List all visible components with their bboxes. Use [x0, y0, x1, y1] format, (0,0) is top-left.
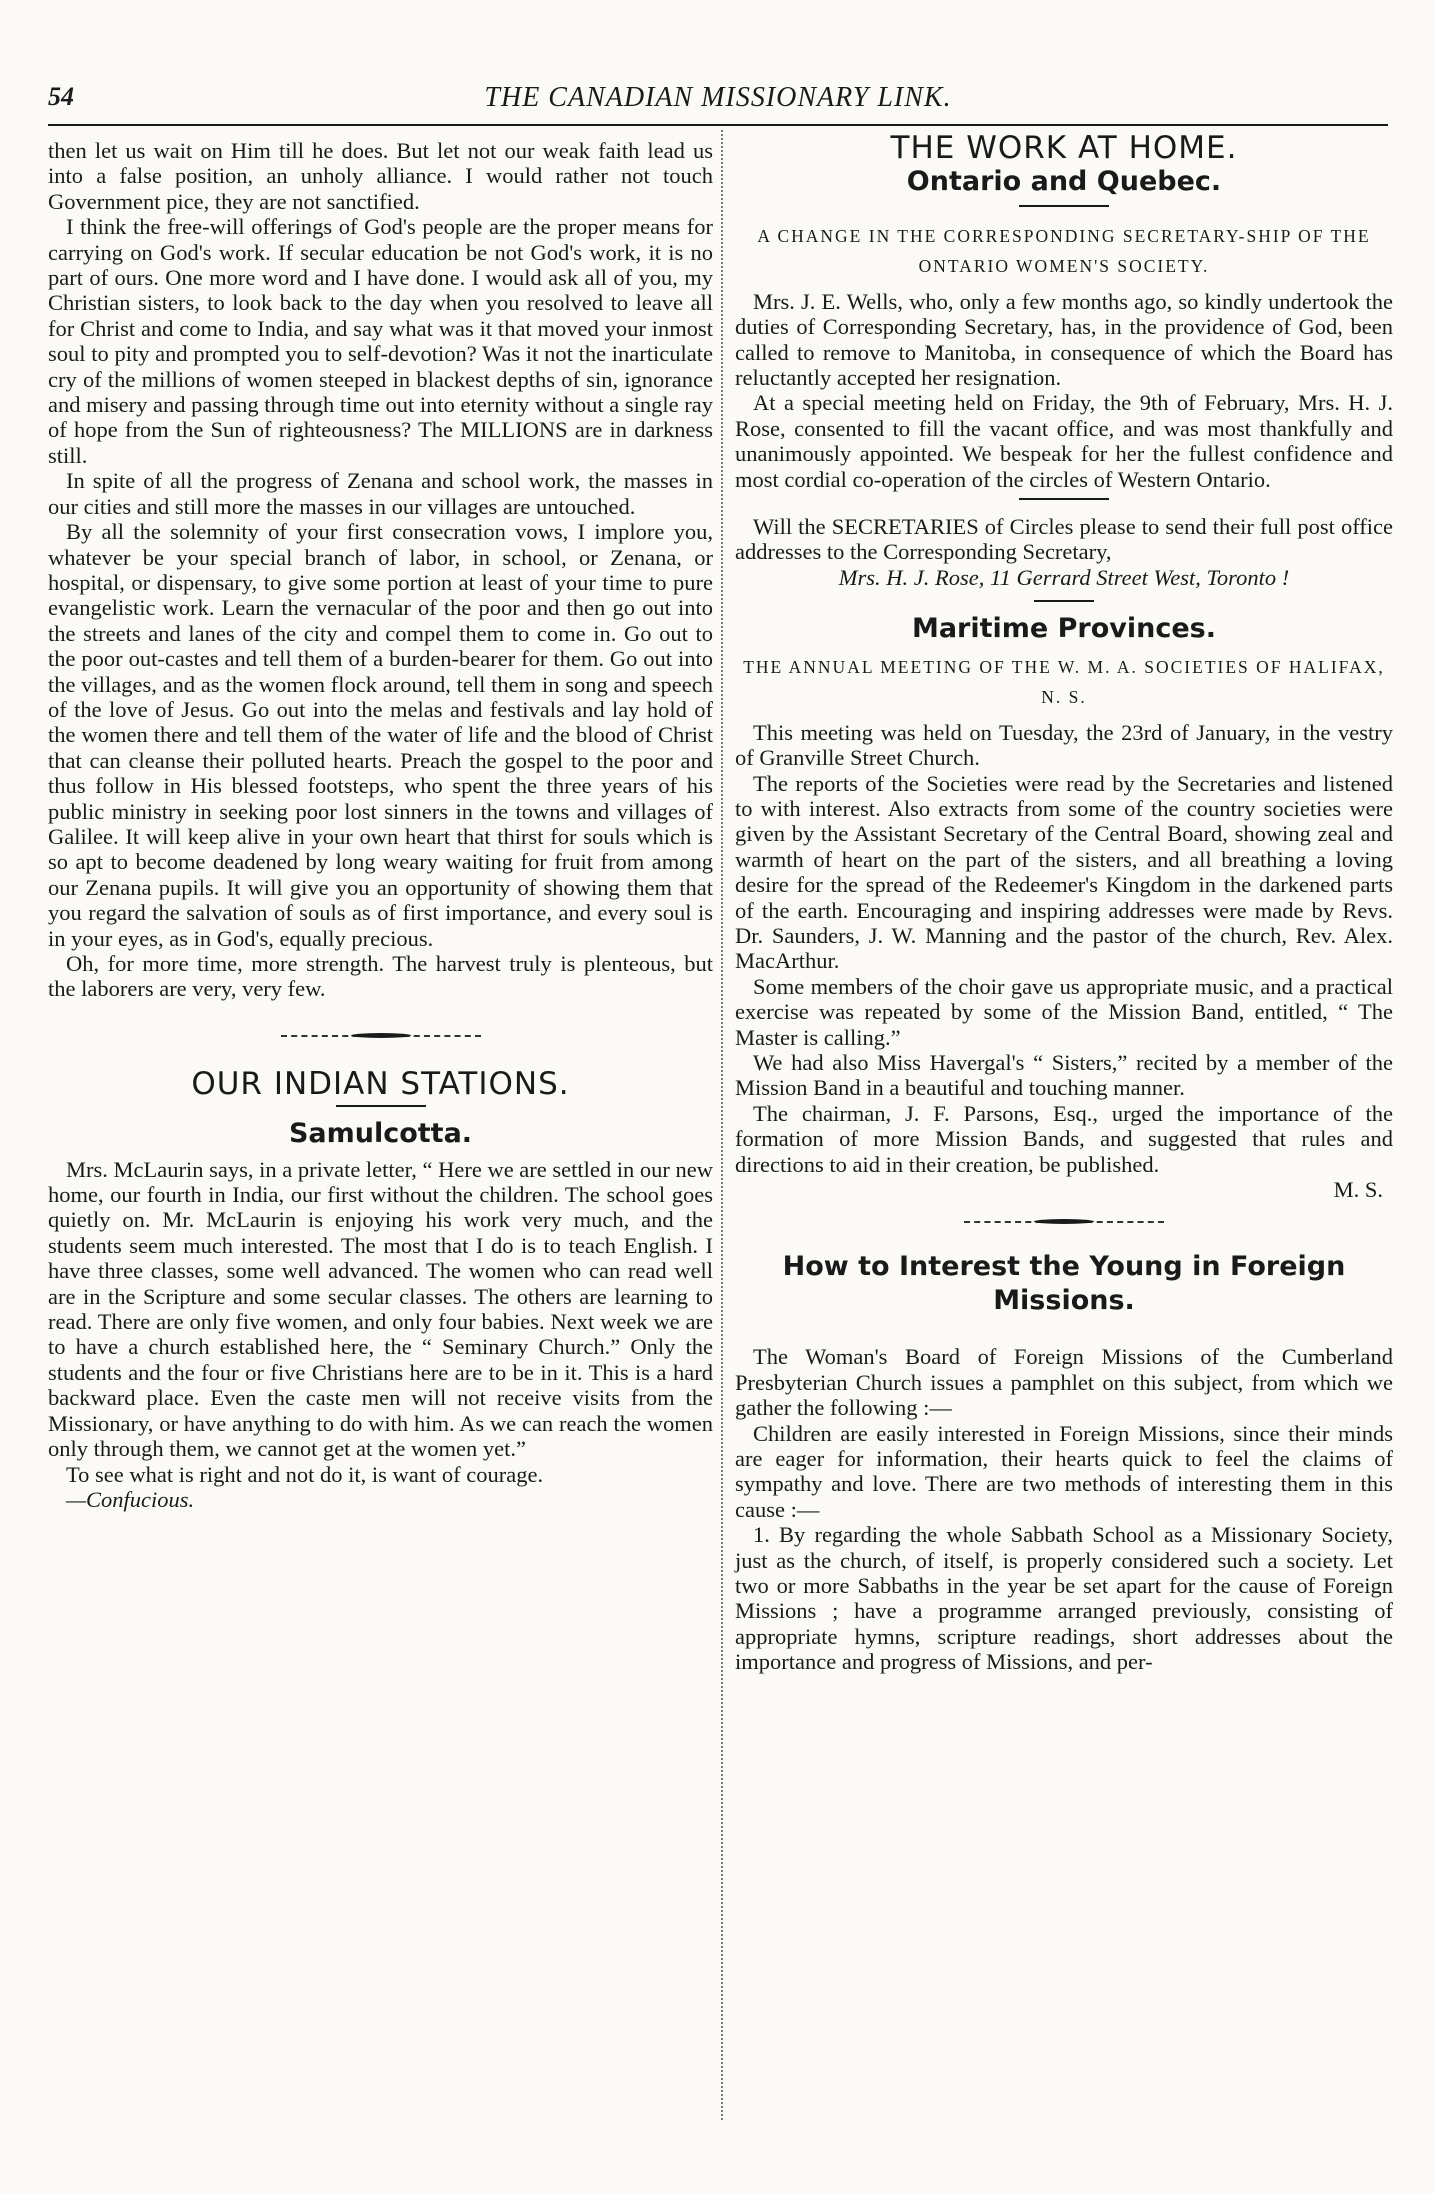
- page-number: 54: [48, 82, 74, 111]
- section-subheading-maritime: Maritime Provinces.: [911, 613, 1217, 645]
- article-paragraph: Children are easily interested in Foreign Missions, since their minds are eager for information, their hearts quick to feel the claims of sympathy and love. There are two methods of interesting them in this cause :—: [735, 1420, 1393, 1522]
- left-column: [48, 138, 713, 1512]
- article-paragraph: Mrs. McLaurin says, in a private letter, “ Here we are settled in our new home, our fourth in India, our first without the children. The school goes quietly on. Mr. McLaurin is enjoying his work very much, and the students seem much interested. The most that I do is to teach English. I have three classes, some well advanced. The women who can read well are in the Scripture and some secular classes. The others are learning to read. There are only five women, and only four babies. Next week we are to have a church established here, the “ Seminary Church.” Only the students and the four or five Christians here are to be in it. This is a hard backward place. Even the caste men will not receive visits from the Missionary, or have anything to do with him. As we can reach the women only through them, we cannot get at the women yet.”: [48, 1156, 713, 1462]
- short-rule: [1019, 205, 1109, 207]
- article-paragraph: The chairman, J. F. Parsons, Esq., urged the importance of the formation of more Mission Bands, and suggested that rules and directions to aid in their creation, be published.: [735, 1100, 1393, 1177]
- article-paragraph: Oh, for more time, more strength. The harvest truly is plenteous, but the laborers are very, very few.: [48, 951, 713, 1002]
- article-paragraph: Mrs. J. E. Wells, who, only a few months ago, so kindly undertook the duties of Corresponding Secretary, has, in the providence of God, been called to remove to Manitoba, in consequence of which the Board has reluctantly accepted her resignation.: [735, 288, 1393, 391]
- article-paragraph: I think the free-will offerings of God's people are the proper means for carrying on God's work. If secular education be not God's work, it is no part of ours. One more word and I have done. I would ask all of you, my Christian sisters, to look back to the day when you resolved to leave all for Christ and come to India, and say what was it that moved your inmost soul to pity and prompted you to self-devotion? Was it not the inarticulate cry of the millions of women steeped in blackest depths of sin, ignorance and misery and passing through time out into eternity without a single ray of hope from the Sun of righteousness? The MILLIONS are in darkness still.: [48, 214, 713, 468]
- notice-paragraph: Will the SECRETARIES of Circles please to send their full post office addresses to the Corresponding Secretary,: [735, 514, 1393, 565]
- subhead-caps: THE ANNUAL MEETING OF THE W. M. A. SOCIETIES OF HALIFAX, N. S.: [743, 656, 1385, 707]
- quote-attribution: —Confucious.: [66, 1486, 195, 1512]
- section-subheading-samulcotta: Samulcotta.: [288, 1118, 473, 1150]
- running-header: [48, 78, 1388, 122]
- ornamental-divider: [964, 1216, 1164, 1228]
- section-heading-interest-young: How to Interest the Young in Foreign Missions.: [782, 1251, 1346, 1317]
- section-heading-our-indian-stations: OUR INDIAN STATIONS.: [191, 1065, 570, 1102]
- article-paragraph: then let us wait on Him till he does. But let not our weak faith lead us into a false position, an unholy alliance. I would rather not touch Government pice, they are not sanctified.: [48, 138, 713, 214]
- header-rule: [48, 124, 1388, 126]
- short-rule: [1034, 600, 1094, 602]
- subhead-caps: A CHANGE IN THE CORRESPONDING SECRETARY-SHIP OF THE ONTARIO WOMEN'S SOCIETY.: [757, 225, 1371, 276]
- column-separator: [721, 130, 723, 2120]
- article-paragraph: The reports of the Societies were read by the Secretaries and listened to with interest. Also extracts from some of the country societies were given by the Assistant Secretary of the Central Board, showing zeal and warmth of heart on the part of the sisters, and all breathing a loving desire for the spread of the Redeemer's Kingdom in the darkened parts of the earth. Encouraging and inspiring addresses were made by Revs. Dr. Saunders, J. W. Manning and the pastor of the church, Rev. Alex. MacArthur.: [735, 770, 1393, 974]
- quote: To see what is right and not do it, is want of courage.: [66, 1461, 544, 1487]
- article-paragraph: We had also Miss Havergal's “ Sisters,” recited by a member of the Mission Band in a beautiful and touching manner.: [735, 1049, 1393, 1101]
- article-paragraph: 1. By regarding the whole Sabbath School as a Missionary Society, just as the church, of itself, is properly considered such a society. Let two or more Sabbaths in the year be set apart for the cause of Foreign Missions ; have a programme arranged previously, consisting of appropriate hymns, scripture readings, short addresses about the importance and progress of Missions, and per-: [735, 1522, 1393, 1675]
- section-heading-work-at-home: THE WORK AT HOME.: [890, 130, 1238, 166]
- article-paragraph: This meeting was held on Tuesday, the 23rd of January, in the vestry of Granville Street Church.: [735, 719, 1393, 771]
- journal-title: THE CANADIAN MISSIONARY LINK.: [484, 82, 952, 113]
- secretary-address: Mrs. H. J. Rose, 11 Gerrard Street West, Toronto !: [838, 564, 1290, 590]
- article-paragraph: At a special meeting held on Friday, the 9th of February, Mrs. H. J. Rose, consented to fill the vacant office, and was most thankfully and unanimously appointed. We bespeak for her the fullest confidence and most cordial co-operation of the circles of Western Ontario.: [735, 390, 1393, 492]
- article-paragraph: In spite of all the progress of Zenana and school work, the masses in our cities and still more the masses in our villages are untouched.: [48, 468, 713, 519]
- right-column: [735, 130, 1393, 1675]
- short-rule: [1019, 498, 1109, 500]
- article-paragraph: Some members of the choir gave us appropriate music, and a practical exercise was repeated by some of the Mission Band, entitled, “ The Master is calling.”: [735, 973, 1393, 1050]
- ornamental-divider: [281, 1030, 481, 1042]
- article-paragraph: The Woman's Board of Foreign Missions of the Cumberland Presbyterian Church issues a pamphlet on this subject, from which we gather the following :—: [735, 1344, 1393, 1421]
- section-subheading-ontario: Ontario and Quebec.: [906, 166, 1222, 198]
- short-rule: [336, 1105, 426, 1107]
- article-paragraph: By all the solemnity of your first consecration vows, I implore you, whatever be your special branch of labor, in school, or Zenana, or hospital, or dispensary, to give some portion at least of your time to pure evangelistic work. Learn the vernacular of the poor and then go out into the streets and lanes of the city and compel them to come in. Go out to the poor out-castes and tell them of a burden-bearer for them. Go out into the villages, and as the women flock around, tell them in song and speech of the love of Jesus. Go out into the melas and festivals and lay hold of the women there and tell them of the water of life and the blood of Christ that can cleanse their polluted hearts. Preach the gospel to the poor and thus follow in His blessed footsteps, who spent the three years of his public ministry in seeking poor lost sinners in the towns and villages of Galilee. It will keep alive in your own heart that thirst for souls which is so apt to become deadened by long weary waiting for fruit from among our Zenana pupils. It will give you an opportunity of showing them that you regard the salvation of souls as of first importance, and every soul is in your eyes, as in God's, equally precious.: [48, 519, 713, 951]
- signature: M. S.: [1333, 1177, 1383, 1202]
